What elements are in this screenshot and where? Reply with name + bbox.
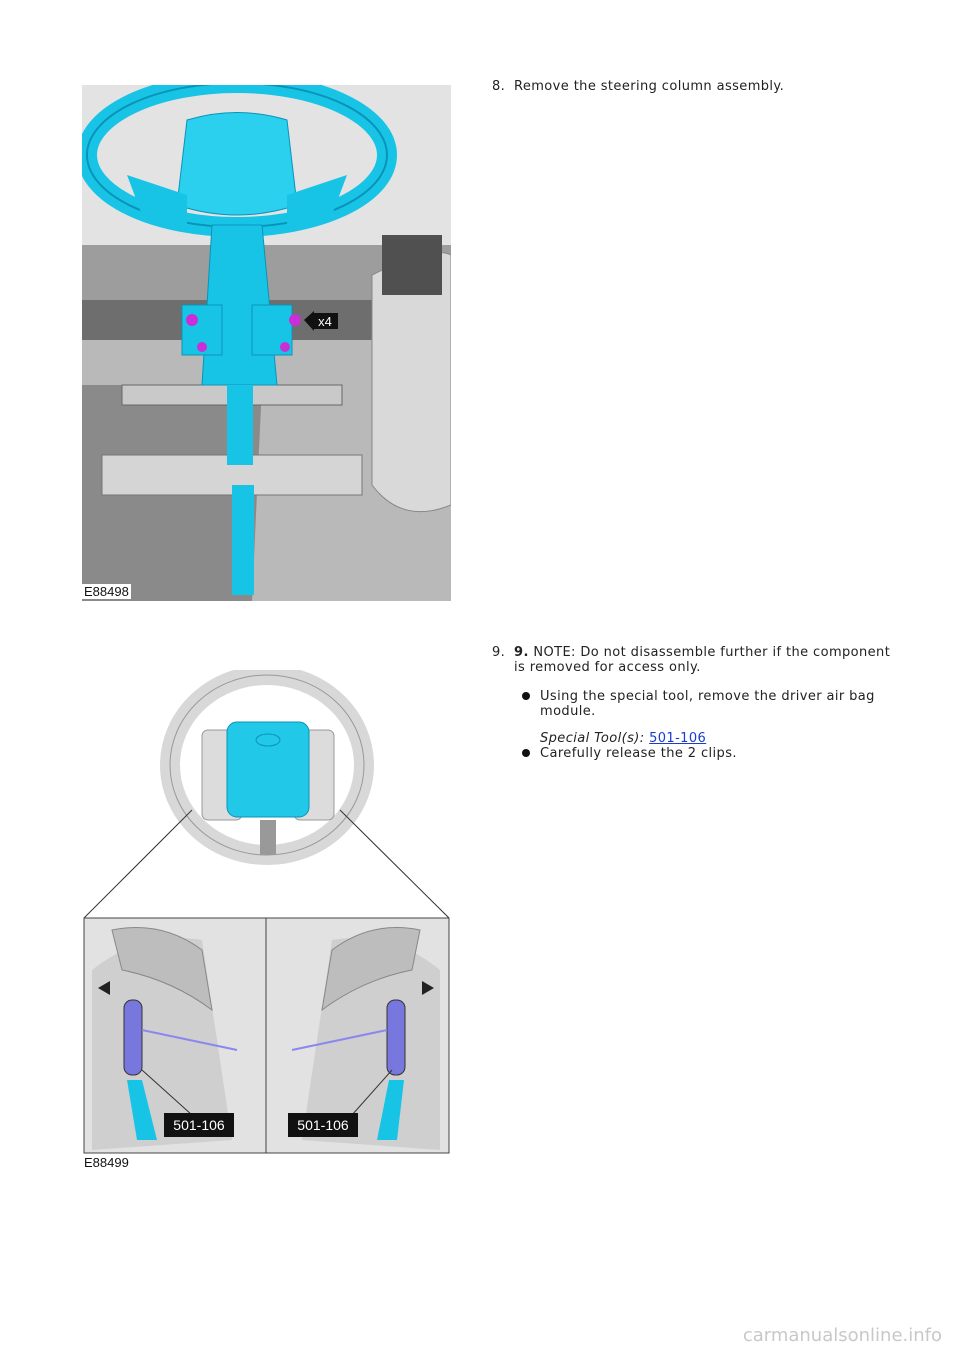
figure-steering-column (82, 85, 451, 601)
airbag-removal-illustration (82, 670, 451, 1170)
steering-column-illustration (82, 85, 451, 601)
step-8 (492, 79, 892, 94)
fastener-marker (289, 314, 301, 326)
step-number: 8. (492, 79, 506, 94)
step-bold-prefix: 9. (514, 645, 529, 660)
step-9 (492, 645, 892, 775)
figure-airbag-removal (82, 670, 451, 1170)
list-item (492, 746, 892, 761)
instruction-list-2 (492, 746, 892, 761)
special-tool-label: Special Tool(s): (540, 731, 645, 746)
fastener-marker (186, 314, 198, 326)
tool-tag-right: 501-106 (297, 1117, 349, 1133)
instruction-list (492, 689, 892, 719)
list-item (492, 689, 892, 719)
tool-tag-left: 501-106 (173, 1117, 225, 1133)
special-tool-right (387, 1000, 405, 1075)
airbag-module (227, 722, 309, 817)
watermark: carmanualsonline.info (742, 1325, 942, 1346)
special-tool-left (124, 1000, 142, 1075)
step-note (514, 645, 892, 675)
fastener-marker (197, 342, 207, 352)
special-tool-link[interactable]: 501-106 (649, 731, 707, 746)
bullet-icon (522, 692, 530, 700)
step-text: Remove the steering column assembly. (514, 79, 785, 94)
figure-id: E88498 (84, 584, 129, 599)
step-number: 9. (492, 645, 506, 660)
bullet-text: Carefully release the 2 clips. (540, 746, 737, 761)
fastener-marker (280, 342, 290, 352)
callout-text: x4 (318, 314, 332, 329)
figure-id: E88499 (84, 1155, 129, 1170)
bullet-text: Using the special tool, remove the driver air bag module. (540, 689, 875, 719)
bullet-icon (522, 749, 530, 757)
special-tool-line (492, 731, 892, 746)
note-text: NOTE: Do not disassemble further if the component is removed for access only. (514, 645, 891, 675)
